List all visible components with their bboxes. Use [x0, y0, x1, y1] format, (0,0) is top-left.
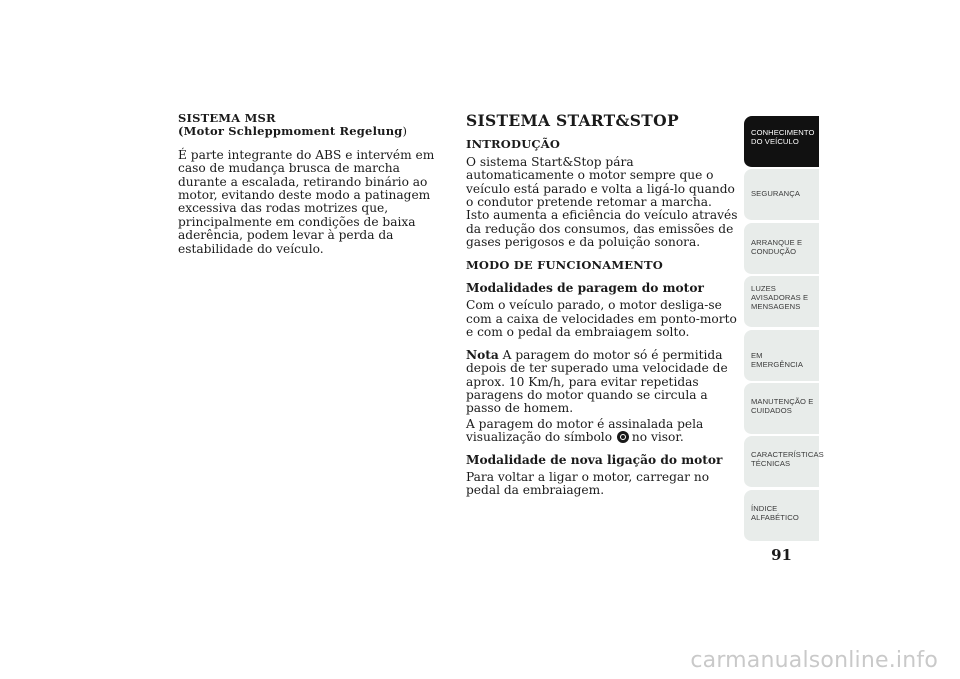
restart-heading: Modalidade de nova ligação do motor	[466, 452, 723, 467]
stop-body: Com o veículo parado, o motor desliga-se com a caixa de velocidades em ponto-morto e com o pedal da embraiagem solto.	[466, 298, 737, 340]
restart-body: Para voltar a ligar o motor, carregar no pedal da embraiagem.	[466, 469, 710, 498]
note-body: A paragem do motor só é permitida depois de ter superado uma velocidade de aprox. 10 Km/h, para evitar repetidas paragens do motor quando se circula a passo de homem.	[466, 347, 728, 416]
tab-label-line: ALFABÉTICO	[751, 512, 799, 522]
msr-heading: SISTEMA MSR	[178, 111, 276, 125]
tab-label-line: CUIDADOS	[751, 405, 792, 415]
intro-heading: INTRODUÇÃO	[466, 137, 561, 152]
tab-label-line: MANUTENÇÃO E	[751, 396, 814, 406]
signal-paragraph	[466, 418, 738, 445]
stop-heading: Modalidades de paragem do motor	[466, 281, 704, 296]
tab-caracteristicas-tecnicas[interactable]	[744, 436, 824, 488]
tab-manutencao-e-cuidados[interactable]	[744, 383, 819, 435]
note-paragraph	[466, 349, 738, 416]
tab-conhecimento-do-veiculo[interactable]	[744, 116, 819, 168]
tab-label-line: CONDUÇÃO	[751, 246, 797, 256]
start-stop-title: SISTEMA START&STOP	[466, 111, 679, 130]
right-column	[466, 112, 738, 507]
tab-label-line: TÉCNICAS	[751, 459, 791, 469]
msr-body: É parte integrante do ABS e intervém em caso de mudança brusca de marcha durante a escalada, retirando binário ao motor, evitando deste modo a patinagem excessiva das rodas motrizes que, principalmente em condições de baixa aderência, podem levar à perda da estabilidade do veículo.	[178, 147, 435, 256]
tab-label-line: EM EMERGÊNCIA	[751, 350, 804, 369]
tab-luzes-avisadoras-e-mensagens[interactable]	[744, 276, 819, 328]
msr-subheading-open: (	[178, 124, 184, 139]
msr-subheading	[178, 125, 448, 138]
msr-subheading-bold: Motor Schleppmoment Regelung	[183, 124, 403, 139]
left-column	[178, 112, 448, 265]
tab-label-line: CARACTERÍSTICAS	[751, 450, 824, 460]
mode-heading: MODO DE FUNCIONAMENTO	[466, 257, 663, 272]
signal-text-after: no visor.	[631, 430, 684, 445]
chapter-sidebar	[744, 116, 824, 543]
msr-subheading-close: )	[402, 124, 408, 139]
tab-label-line: ÍNDICE	[751, 503, 778, 513]
tab-label-line: SEGURANÇA	[751, 189, 801, 199]
tab-seguranca[interactable]	[744, 169, 819, 221]
tab-label-line: AVISADORAS E	[751, 293, 809, 303]
watermark-text: carmanualsonline.info	[690, 648, 938, 673]
start-stop-symbol-icon	[617, 431, 629, 443]
note-label: Nota	[466, 347, 499, 362]
signal-text-before: A paragem do motor é assinalada pela visualização do símbolo	[466, 416, 704, 445]
tab-arranque-e-conducao[interactable]	[744, 223, 819, 275]
tab-em-emergencia[interactable]	[744, 330, 819, 382]
tab-label-line: CONHECIMENTO	[751, 128, 815, 137]
tab-label-line: ARRANQUE E	[751, 237, 803, 247]
intro-body: O sistema Start&Stop pára automaticamente o motor sempre que o veículo está parado e volta a ligá-lo quando o condutor pretende retomar a marcha. Isto aumenta a eficiência do veículo através da redução dos consumos, das emissões de gases perigosos e da poluição sonora.	[466, 154, 738, 250]
page-number: 91	[771, 546, 792, 564]
tab-indice-alfabetico[interactable]	[744, 490, 819, 542]
tab-label-line: DO VEÍCULO	[751, 137, 799, 146]
tab-label-line: MENSAGENS	[751, 302, 801, 312]
tab-label-line: LUZES	[751, 284, 776, 294]
